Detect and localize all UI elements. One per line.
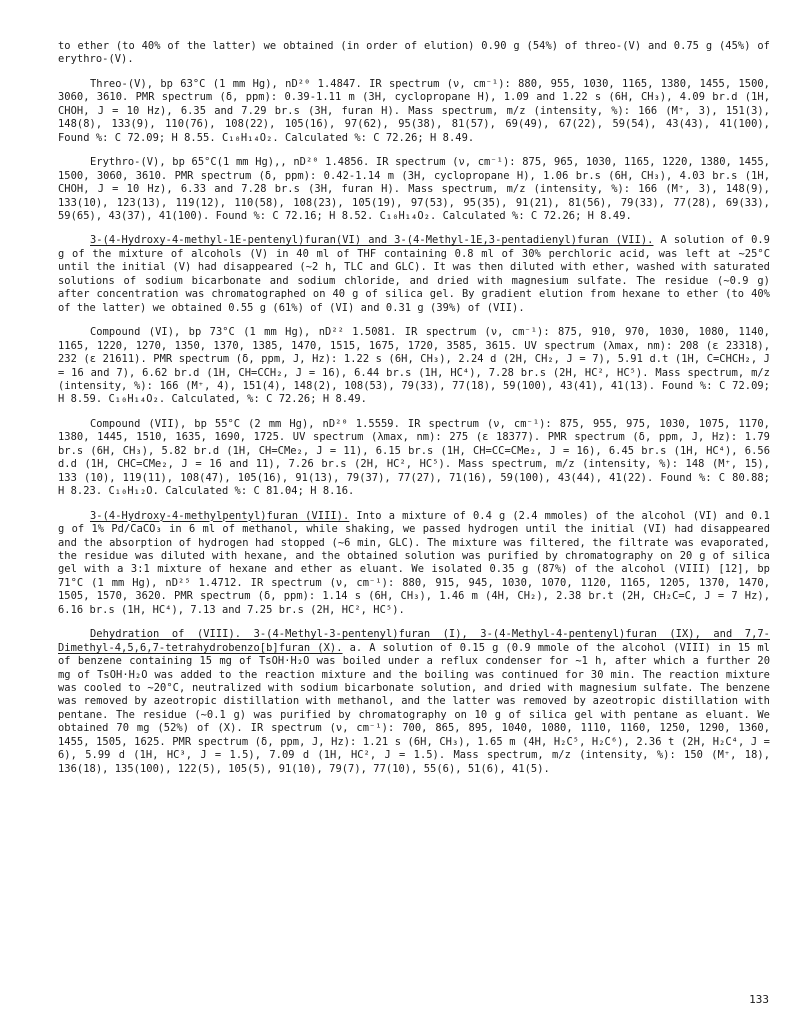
paragraph-text: Erythro-(V), bp 65°C(1 mm Hg),, nD²⁰ 1.4856. IR spectrum (ν, cm⁻¹): 875, 965, 1030, 1165, 1220, 1380, 1455, 1500, 3060, 3610. PMR spectrum (δ, ppm): 0.42-1.14 m (3H, cyclopropane H), 1.06 br.s (6H, CH₃), 4.03 br.s (1H, CHOH, J = 10 Hz), 6.33 and 7.28 br.s (3H, furan H). Mass spectrum, m/z (intensity, %): 166 (M⁺, 3), 148(9), 133(10), 123(13), 119(12), 110(58), 108(23), 105(19), 97(53), 95(35), 91(21), 81(56), 79(33), 77(28), 69(33), 59(65), 43(37), 41(100). Found %: C 72.16; H 8.52. C₁₀H₁₄O₂. Calculated %: C 72.26; H 8.49. [58, 156, 770, 222]
paragraph-text: a. A solution of 0.15 g (0.9 mmole of the alcohol (VIII) in 15 ml of benzene containing 15 mg of TsOH·H₂O was boiled under a reflux condenser for ~1 h, after which a further 20 mg of TsOH·H₂O was added to the reaction mixture and the boiling was continued for 30 min. The reaction mixture was cooled to ~20°C, neutralized with sodium bicarbonate solution, and dried with magnesium sulfate. The benzene was removed by azeotropic distillation with methanol, and the latter was removed by azeotropic distillation with pentane. The residue (~0.1 g) was purified by chromatography on 10 g of silica gel with pentane as eluant. We obtained 70 mg (52%) of (X). IR spectrum (ν, cm⁻¹): 700, 865, 895, 1040, 1080, 1110, 1160, 1250, 1290, 1360, 1455, 1505, 1625. PMR spectrum (δ, ppm, J, Hz): 1.21 s (6H, CH₃), 1.65 m (4H, H₂C⁵, H₂C⁶), 2.36 t (2H, H₂C⁴, J = 6), 5.99 d (1H, HC³, J = 1.5), 7.09 d (1H, HC², J = 1.5). Mass spectrum, m/z (intensity, %): 150 (M⁺, 18), 136(18), 135(100), 122(5), 105(5), 91(10), 79(7), 77(10), 55(6), 51(6), 41(5). [58, 641, 770, 775]
paragraph-compounds-vi-vii [58, 234, 770, 315]
paragraph-compound-viii [58, 510, 770, 618]
section-heading: Dehydration of (VIII). 3-(4-Methyl-3-pentenyl)furan (I), 3-(4-Methyl-4-pentenyl)furan (IX), and 7,7-Dimethyl-4,5,6,7-tetrahydrobenzo[b]furan (X). [58, 628, 770, 654]
section-heading: 3-(4-Hydroxy-4-methylpentyl)furan (VIII). [90, 509, 350, 522]
paragraph-compound-vii [58, 418, 770, 499]
paragraph-text: Into a mixture of 0.4 g (2.4 mmoles) of the alcohol (VI) and 0.1 g of 1% Pd/CaCO₃ in 6 ml of methanol, while shaking, we passed hydrogen until the initial (VI) had disappeared and the absorption of hydrogen had stopped (~6 min, GLC). The mixture was filtered, the filtrate was evaporated, the residue was diluted with hexane, and the obtained solution was purified by chromatography on 20 g of silica gel with a 3:1 mixture of hexane and ether as eluant. We isolated 0.35 g (87%) of the alcohol (VIII) [12], bp 71°C (1 mm Hg), nD²⁵ 1.4712. IR spectrum (ν, cm⁻¹): 880, 915, 945, 1030, 1070, 1120, 1165, 1205, 1370, 1470, 1505, 1570, 3620. PMR spectrum (δ, ppm): 1.14 s (6H, CH₃), 1.46 m (4H, CH₂), 2.38 br.t (2H, CH₂C=C, J = 7 Hz), 6.16 br.s (1H, HC⁴), 7.13 and 7.25 br.s (2H, HC², HC⁵). [58, 509, 770, 616]
paragraph-threo-v [58, 78, 770, 145]
paragraph-text: Threo-(V), bp 63°C (1 mm Hg), nD²⁰ 1.4847. IR spectrum (ν, cm⁻¹): 880, 955, 1030, 1165, 1380, 1455, 1500, 3060, 3610. PMR spectrum (δ, ppm): 0.39-1.11 m (3H, cyclopropane H), 1.09 and 1.22 s (6H, CH₃), 4.09 br.d (1H, CHOH, J = 10 Hz), 6.35 and 7.29 br.s (3H, furan H). Mass spectrum, m/z (intensity, %): 166 (M⁺, 3), 151(3), 148(8), 133(9), 110(76), 108(22), 105(16), 97(62), 95(38), 81(57), 69(49), 67(22), 59(54), 43(43), 41(100), Found %: C 72.09; H 8.55. C₁₀H₁₄O₂. Calculated %: C 72.26; H 8.49. [58, 77, 770, 144]
paragraph-text: Compound (VII), bp 55°C (2 mm Hg), nD²⁰ 1.5559. IR spectrum (ν, cm⁻¹): 875, 955, 975, 1030, 1075, 1170, 1380, 1445, 1510, 1635, 1690, 1725. UV spectrum (λmax, nm): 275 (ε 18377). PMR spectrum (δ, ppm, J, Hz): 1.79 br.s (6H, CH₃), 5.82 br.d (1H, CH=CMe₂, J = 11), 6.15 br.s (1H, CH=CC=CMe₂, J = 16), 6.45 br.s (1H, HC⁴), 6.56 d.d (1H, CHC=CMe₂, J = 16 and 11), 7.26 br.s (2H, HC², HC⁵). Mass spectrum, m/z (intensity, %): 148 (M⁺, 15), 133 (10), 119(11), 108(47), 105(16), 91(13), 79(37), 77(27), 71(16), 59(100), 43(44), 41(22). Found %: C 80.88; H 8.23. C₁₀H₁₂O. Calculated %: C 81.04; H 8.16. [58, 417, 770, 498]
paragraph-text: Compound (VI), bp 73°C (1 mm Hg), nD²² 1.5081. IR spectrum (ν, cm⁻¹): 875, 910, 970, 1030, 1080, 1140, 1165, 1220, 1270, 1350, 1370, 1385, 1470, 1515, 1675, 1720, 3585, 3615. UV spectrum (λmax, nm): 208 (ε 23318), 232 (ε 21611). PMR spectrum (δ, ppm, J, Hz): 1.22 s (6H, CH₃), 2.24 d (2H, CH₂, J = 7), 5.91 d.t (1H, C=CHCH₂, J = 16 and 7), 6.62 br.d (1H, CH=CCH₂, J = 16), 6.44 br.s (1H, HC⁴), 7.28 br.s (2H, HC², HC⁵). Mass spectrum, m/z (intensity, %): 166 (M⁺, 4), 151(4), 148(2), 108(53), 79(33), 77(18), 59(100), 43(41), 41(13). Found %: C 72.09; H 8.59. C₁₀H₁₄O₂. Calculated, %: C 72.26; H 8.49. [58, 326, 770, 406]
paragraph-dehydration-viii [58, 628, 770, 776]
section-heading: 3-(4-Hydroxy-4-methyl-1E-pentenyl)furan(VI) and 3-(4-Methyl-1E,3-pentadienyl)furan (VII). [90, 234, 654, 247]
paragraph-text: to ether (to 40% of the latter) we obtained (in order of elution) 0.90 g (54%) of threo-(V) and 0.75 g (45%) of erythro-(V). [58, 40, 770, 66]
paragraph-elution-continuation [58, 40, 770, 67]
paragraph-compound-vi [58, 326, 770, 407]
paragraph-erythro-v [58, 156, 770, 223]
document-body [58, 40, 770, 776]
paragraph-text: A solution of 0.9 g of the mixture of alcohols (V) in 40 ml of THF containing 0.8 ml of 30% perchloric acid, was left at ~25°C until the initial (V) had disappeared (~2 h, TLC and GLC). It was then diluted with ether, washed with saturated solutions of sodium bicarbonate and sodium chloride, and dried with magnesium sulfate. The residue (~0.9 g) after concentration was chromatographed on 40 g of silica gel. By gradient elution from hexane to ether (to 40% of the latter) we obtained 0.55 g (61%) of (VI) and 0.31 g (39%) of (VII). [58, 234, 770, 314]
page-number: 133 [749, 993, 769, 1006]
